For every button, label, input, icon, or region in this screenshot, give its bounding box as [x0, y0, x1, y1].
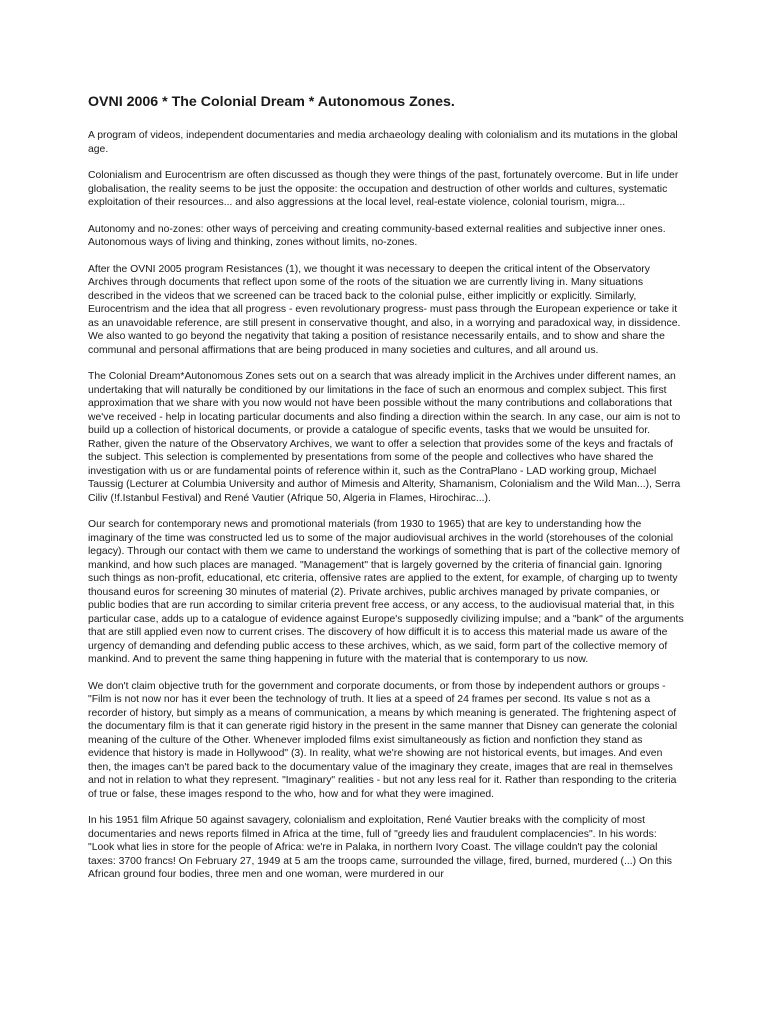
paragraph-resistances: After the OVNI 2005 program Resistances (1), we thought it was necessary to deepen the critical intent of the Observatory Archives through documents that reflect upon some of the roots of the situation we are currently living in. Many situations described in the videos that we screened can be traced back to the colonial pulse, either implicitly or explicitly. Similarly, Eurocentrism and the idea that all progress - even revolutionary progress- must pass through the European experience or take it as an unavoidable reference, are still present in conservative thought, and also, in a worrying and paradoxical way, in dissidence. We also wanted to go beyond the negativity that taking a position of resistance necessarily entails, and to show and share the communal and personal affirmations that are being produced in many societies and cultures, and all around us.	[88, 263, 681, 356]
paragraph-intro: A program of videos, independent documentaries and media archaeology dealing with colonialism and its mutations in the global age.	[88, 130, 678, 155]
paragraph-afrique-50: In his 1951 film Afrique 50 against savagery, colonialism and exploitation, René Vautier breaks with the complicity of most documentaries and news reports filmed in Africa at the time, full of "greedy lies and fraudulent complacencies". In his words: "Look what lies in store for the people of Africa: we're in Palaka, in northern Ivory Coast. The village couldn't pay the colonial taxes: 3700 francs! On February 27, 1949 at 5 am the troops came, surrounded the village, fired, burned, murdered (...) On this African ground four bodies, three men and one woman, were murdered in our	[88, 815, 672, 880]
document-title: OVNI 2006 * The Colonial Dream * Autonomous Zones.	[88, 94, 455, 110]
paragraph-objective-truth: We don't claim objective truth for the government and corporate documents, or from those by independent authors or groups - "Film is not now nor has it ever been the technology of truth. It lies at a speed of 24 frames per second. Its value s not as a recorder of history, but simply as a means of communication, a means by which meaning is generated. The frightening aspect of the documentary film is that it can generate rigid history in the present in the same manner that Disney can generate the colonial meaning of the culture of the Other. Whenever imploded films exist simultaneously as fiction and nonfiction they stand as evidence that history is made in Hollywood" (3). In reality, what we're showing are not historical events, but images. And even then, the images can't be pared back to the documentary value of the imaginary they create, images that are real in themselves and not in relation to what they represent. "Imaginary" realities - but not any less real for it. Rather than responding to the criteria of true or false, these images respond to the who, how and for what they were imagined.	[88, 680, 678, 800]
paragraph-colonial-dream: The Colonial Dream*Autonomous Zones sets out on a search that was already implicit in the Archives under different names, an undertaking that will naturally be conditioned by our limitations in the face of such an enormous and complex subject. This first approximation that we share with you now would not have been possible without the many contributions and collaborations that we've received - help in locating particular documents and also finding a direction within the search. In any case, our aim is not to build up a collection of historical documents, or provide a catalogue of specific events, tasks that we would be unsuited for. Rather, given the nature of the Observatory Archives, we want to offer a selection that provides some of the keys and fractals of the subject. This selection is complemented by presentations from some of the people and collectives who have shared the investigation with us or are fundamental points of reference within it, such as the ContraPlano - LAD working group, Michael Taussig (Lecturer at Columbia University and author of Mimesis and Alterity, Shamanism, Colonialism and the Wild Man...), Serra Ciliv (!f.Istanbul Festival) and René Vautier (Afrique 50, Algeria in Flames, Hirochirac...).	[88, 371, 681, 504]
paragraph-colonialism: Colonialism and Eurocentrism are often discussed as though they were things of the past, fortunately overcome. But in life under globalisation, the reality seems to be just the opposite: the occupation and destruction of other worlds and cultures, systematic exploitation of their resources... and also aggressions at the local level, real-estate violence, colonial tourism, migra...	[88, 170, 679, 208]
document-page	[88, 92, 684, 895]
paragraph-archives: Our search for contemporary news and promotional materials (from 1930 to 1965) that are key to understanding how the imaginary of the time was constructed led us to some of the major audiovisual archives in the world (storehouses of the colonial legacy). Through our contact with them we came to understand the workings of something that is part of the collective memory of mankind, and how such places are managed. "Management" that is largely governed by the criteria of financial gain. Ignoring such things as non-profit, educational, etc criteria, offensive rates are applied to the extent, for example, of charging up to twenty thousand euros for screening 30 minutes of material (2). Private archives, public archives managed by private companies, or public bodies that are run according to similar criteria prevent free access, or any access, to the audiovisual material that, in this particular case, adds up to a catalogue of evidence against Europe's supposedly civilizing impulse; and a "bank" of the arguments that are still applied even now to current crises. The discovery of how difficult it is to access this material made us aware of the urgency of demanding and defending public access to these archives, which, as we said, form part of the collective memory of mankind. And to prevent the same thing happening in future with the material that is contemporary to us now.	[88, 519, 684, 665]
paragraph-autonomy: Autonomy and no-zones: other ways of perceiving and creating community-based external realities and subjective inner ones. Autonomous ways of living and thinking, zones without limits, no-zones.	[88, 223, 666, 248]
